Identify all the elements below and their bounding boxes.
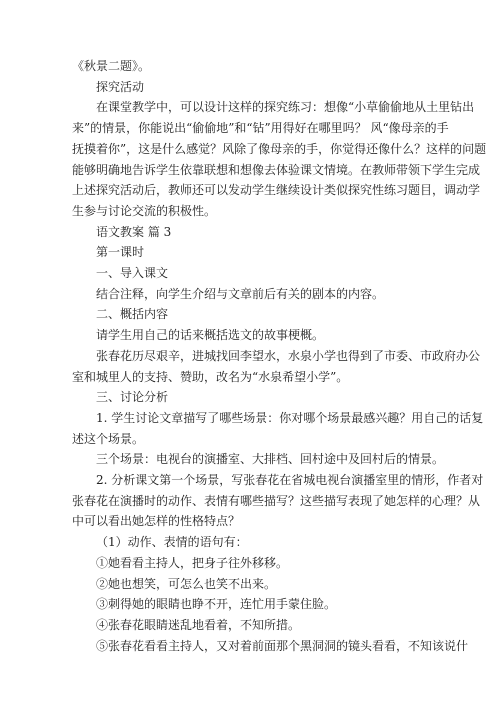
text-line: 生参与讨论交流的积极性。: [72, 203, 217, 218]
text-line: 语文教案 篇 3: [96, 224, 172, 239]
text-line: 探究活动: [96, 79, 145, 94]
text-line: ②她也想笑，可怎么也笑不出来。: [96, 576, 277, 591]
text-line: 中可以看出她怎样的性格特点？: [72, 514, 241, 529]
text-line: 在课堂教学中，可以设计这样的探究练习：想像“小草偷偷地从土里钻出: [96, 100, 475, 115]
text-line: ④张春花眼睛迷乱地看着，不知所措。: [96, 617, 301, 632]
text-line: 结合注释，向学生介绍与文章前后有关的剧本的内容。: [96, 286, 385, 301]
text-line: 2. 分析课文第一个场景，写张春花在省城电视台演播室里的情形，作者对: [96, 473, 484, 488]
text-line: 抚摸着你”，这是什么感觉？风除了像母亲的手，你觉得还像什么？这样的问题: [72, 141, 487, 156]
text-line: 室和城里人的支持、赞助，改名为“水泉希望小学”。: [72, 369, 349, 384]
text-line: （1）动作、表情的语句有：: [96, 535, 248, 550]
text-line: 第一课时: [96, 245, 145, 260]
text-line: 三个场景：电视台的演播室、大排档、回村途中及回村后的情景。: [96, 452, 445, 467]
text-line: 1. 学生讨论文章描写了哪些场景：你对哪个场景最感兴趣？用自己的话复: [96, 410, 484, 425]
text-line: 《秋景二题》。: [72, 59, 151, 73]
text-line: 来”的情景，你能说出“偷偷地”和“钻”用得好在哪里吗？ 风“像母亲的手: [72, 121, 449, 136]
document-page: [72, 56, 487, 656]
text-line: 张春花在演播时的动作、表情有哪些描写？这些描写表现了她怎样的心理？从: [72, 493, 481, 508]
text-line: 张春花历尽艰辛，进城找回李望水，水泉小学也得到了市委、市政府办公: [96, 348, 481, 363]
text-line: 三、讨论分析: [96, 390, 169, 405]
text-line: 二、概括内容: [96, 307, 169, 322]
text-line: 述这个场景。: [72, 431, 145, 446]
text-line: 能够明确地告诉学生依靠联想和想像去体验课文情境。在教师带领下学生完成: [72, 162, 481, 177]
text-line: ①她看看主持人，把身子往外移移。: [96, 555, 289, 570]
text-line: 一、导入课文: [96, 266, 169, 281]
text-line: ⑤张春花看看主持人，又对着前面那个黑洞洞的镜头看看，不知该说什: [96, 638, 469, 653]
text-line: 上述探究活动后，教师还可以发动学生继续设计类似探究性练习题目，调动学: [72, 183, 481, 198]
text-line: 请学生用自己的话来概括选文的故事梗概。: [96, 328, 325, 343]
text-line: ③刺得她的眼睛也睁不开，连忙用手蒙住脸。: [96, 597, 337, 612]
